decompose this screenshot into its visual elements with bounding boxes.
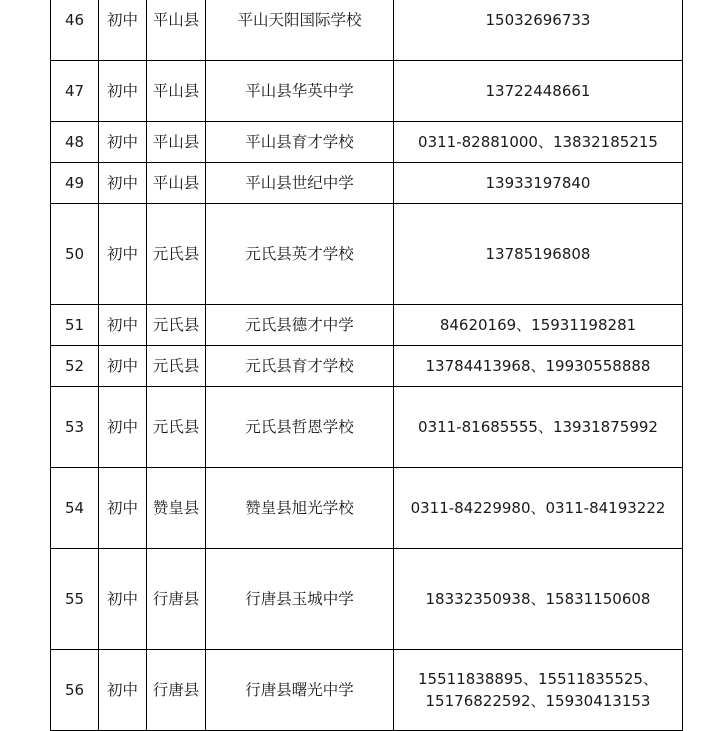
school-name: 平山天阳国际学校: [206, 0, 394, 61]
table-body: [51, 0, 683, 731]
row-number: 48: [51, 122, 99, 163]
row-number: 54: [51, 468, 99, 549]
contact-phone: [394, 549, 683, 650]
phone-line: 18332350938、15831150608: [425, 590, 651, 608]
phone-line: 84620169、15931198281: [439, 316, 637, 334]
school-level: 初中: [99, 61, 147, 122]
county-name: 元氏县: [147, 346, 206, 387]
county-name: 平山县: [147, 61, 206, 122]
phone-line: 13784413968、19930558888: [425, 357, 651, 375]
table-row: [51, 650, 683, 731]
row-number: 52: [51, 346, 99, 387]
school-level: 初中: [99, 346, 147, 387]
contact-phone: [394, 346, 683, 387]
contact-phone: [394, 387, 683, 468]
school-level: 初中: [99, 0, 147, 61]
row-number: 50: [51, 204, 99, 305]
school-level: 初中: [99, 387, 147, 468]
school-name: 赞皇县旭光学校: [206, 468, 394, 549]
school-name: 元氏县德才中学: [206, 305, 394, 346]
contact-phone: [394, 468, 683, 549]
table-row: [51, 549, 683, 650]
row-number: 49: [51, 163, 99, 204]
school-name: 平山县育才学校: [206, 122, 394, 163]
county-name: 平山县: [147, 163, 206, 204]
school-level: 初中: [99, 163, 147, 204]
school-name: 元氏县育才学校: [206, 346, 394, 387]
row-number: 53: [51, 387, 99, 468]
county-name: 元氏县: [147, 387, 206, 468]
county-name: 元氏县: [147, 305, 206, 346]
school-level: 初中: [99, 204, 147, 305]
school-level: 初中: [99, 468, 147, 549]
phone-line: 13785196808: [485, 245, 591, 263]
table-row: [51, 163, 683, 204]
school-name: 行唐县玉城中学: [206, 549, 394, 650]
contact-phone: [394, 0, 683, 61]
school-name: 平山县华英中学: [206, 61, 394, 122]
county-name: 赞皇县: [147, 468, 206, 549]
school-level: 初中: [99, 122, 147, 163]
row-number: 46: [51, 0, 99, 61]
phone-line: 0311-84229980、0311-84193222: [410, 499, 666, 517]
table-row: [51, 346, 683, 387]
contact-phone: [394, 61, 683, 122]
contact-phone: [394, 650, 683, 731]
county-name: 元氏县: [147, 204, 206, 305]
school-name: 平山县世纪中学: [206, 163, 394, 204]
phone-line: 15511838895、15511835525、: [418, 670, 658, 688]
school-level: 初中: [99, 650, 147, 731]
table-row: [51, 305, 683, 346]
table-row: [51, 122, 683, 163]
row-number: 47: [51, 61, 99, 122]
phone-line: 0311-81685555、13931875992: [418, 418, 658, 436]
table-row: [51, 204, 683, 305]
school-name: 行唐县曙光中学: [206, 650, 394, 731]
table-row: [51, 61, 683, 122]
table-row: [51, 0, 683, 61]
county-name: 行唐县: [147, 650, 206, 731]
contact-phone: [394, 204, 683, 305]
county-name: 平山县: [147, 0, 206, 61]
school-contact-table: [50, 0, 683, 731]
school-contact-table-container: [50, 0, 682, 731]
school-name: 元氏县哲恩学校: [206, 387, 394, 468]
school-level: 初中: [99, 549, 147, 650]
county-name: 平山县: [147, 122, 206, 163]
table-row: [51, 468, 683, 549]
phone-line: 13722448661: [485, 82, 591, 100]
table-row: [51, 387, 683, 468]
contact-phone: [394, 305, 683, 346]
school-level: 初中: [99, 305, 147, 346]
phone-line: 15176822592、15930413153: [425, 692, 651, 710]
county-name: 行唐县: [147, 549, 206, 650]
school-name: 元氏县英才学校: [206, 204, 394, 305]
row-number: 56: [51, 650, 99, 731]
phone-line: 15032696733: [485, 10, 591, 29]
phone-line: 13933197840: [485, 174, 591, 192]
contact-phone: [394, 122, 683, 163]
row-number: 55: [51, 549, 99, 650]
phone-line: 0311-82881000、13832185215: [418, 133, 658, 151]
row-number: 51: [51, 305, 99, 346]
contact-phone: [394, 163, 683, 204]
